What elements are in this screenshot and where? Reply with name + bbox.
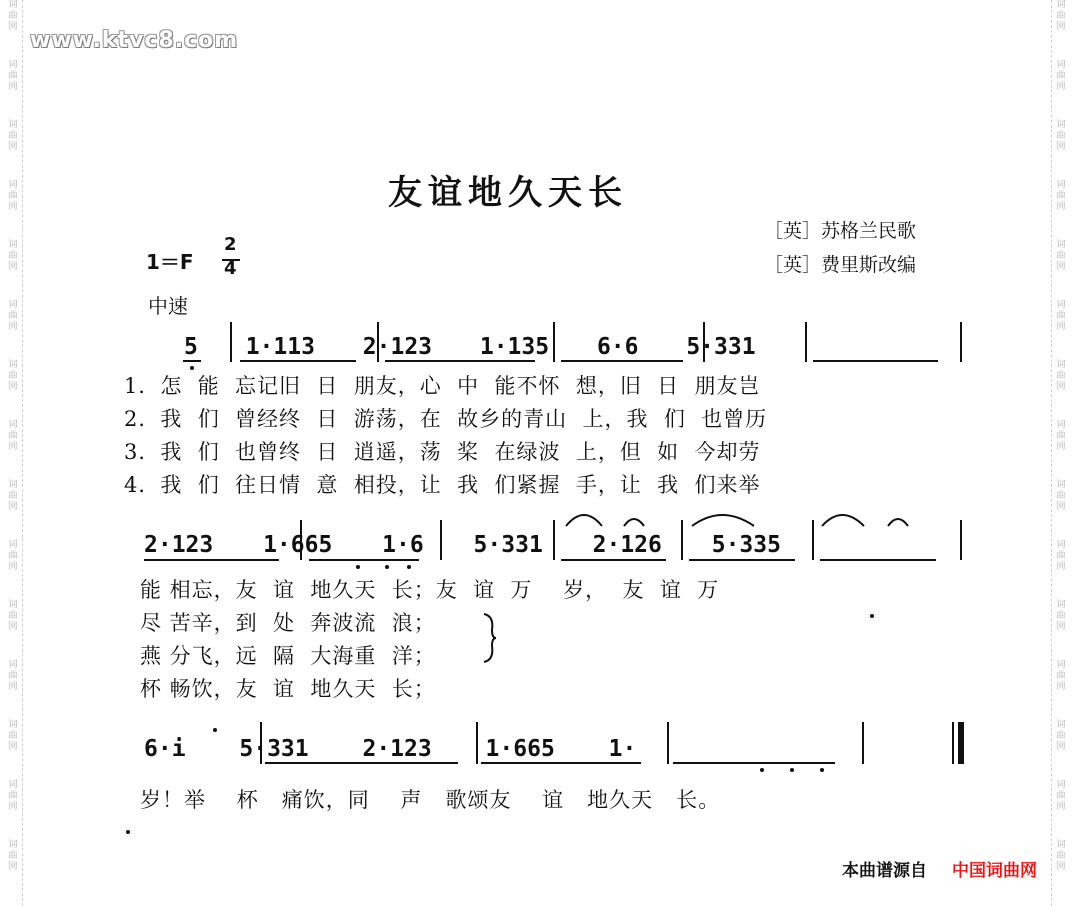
octave-dot: [760, 768, 764, 772]
side-watermark-text: 词 曲 网: [8, 720, 18, 752]
barline: [805, 322, 807, 362]
lyric-stanza-1: 1．怎 能 忘记旧 日 朋友，心 中 能不怀 想，旧 日 朋友岂: [124, 374, 761, 398]
lyric-line-2-verse-4: 杯 畅饮，友 谊 地久天 长；: [140, 677, 436, 701]
octave-dot: [407, 565, 411, 569]
side-watermark-text: 词 曲 网: [8, 420, 18, 452]
time-signature-unit: 4: [224, 258, 237, 279]
side-watermark-text: 词 曲 网: [1056, 240, 1066, 272]
final-barline-thick: [958, 722, 964, 764]
barline: [681, 520, 683, 560]
side-watermark-text: 词 曲 网: [8, 240, 18, 272]
note-underline: [481, 762, 641, 764]
score-line-1-notes: 5 1·113 2·123 1·135 6·6 5·331: [184, 334, 756, 360]
note-underline: [265, 762, 458, 764]
key-signature: 1＝F: [146, 250, 194, 274]
barline: [300, 520, 302, 560]
left-watermark-strip: [4, 0, 23, 906]
octave-dot: [820, 768, 824, 772]
note-underline: [820, 559, 936, 561]
side-watermark-text: 词 曲 网: [1056, 360, 1066, 392]
side-watermark-text: 词 曲 网: [8, 60, 18, 92]
side-watermark-text: 词 曲 网: [8, 600, 18, 632]
barline: [440, 520, 442, 560]
barline: [260, 722, 262, 764]
side-watermark-text: 词 曲 网: [1056, 120, 1066, 152]
tempo-marking: 中速: [148, 294, 188, 318]
note-underline: [689, 559, 795, 561]
time-signature-beats: 2: [224, 234, 237, 255]
footer-site-name: 中国词曲网: [952, 861, 1037, 881]
note-underline: [240, 360, 356, 362]
lyric-line-3: 岁！举 杯 痛饮，同 声 歌颂友 谊 地久天 长。: [140, 788, 721, 812]
barline: [703, 322, 705, 362]
octave-dot: [385, 565, 389, 569]
side-watermark-text: 词 曲 网: [1056, 0, 1066, 32]
verse-bracket: [480, 612, 500, 664]
note-underline: [813, 360, 938, 362]
barline: [553, 520, 555, 560]
side-watermark-text: 词 曲 网: [8, 480, 18, 512]
side-watermark-text: 词 曲 网: [8, 780, 18, 812]
lyric-stanza-4: 4．我 们 往日情 意 相投，让 我 们紧握 手，让 我 们来举: [124, 473, 761, 497]
octave-dot: [213, 728, 217, 732]
octave-dot: [356, 565, 360, 569]
final-barline-thin: [952, 722, 954, 764]
barline: [230, 322, 232, 362]
lyric-line-2-verse-2: 尽 苦辛，到 处 奔波流 浪；: [140, 611, 436, 635]
side-watermark-text: 词 曲 网: [1056, 840, 1066, 872]
origin-credit: ［英］苏格兰民歌: [764, 220, 917, 242]
barline: [862, 722, 864, 764]
side-watermark-text: 词 曲 网: [1056, 720, 1066, 752]
side-watermark-text: 词 曲 网: [8, 120, 18, 152]
barline: [476, 722, 478, 764]
barline: [553, 322, 555, 362]
note-underline: [673, 762, 835, 764]
footer-source-label: 本曲谱源自: [842, 861, 927, 881]
score-line-3-notes: 6·i 5·331 2·123 1·665 1·: [144, 736, 637, 762]
side-watermark-text: 词 曲 网: [1056, 180, 1066, 212]
side-watermark-text: 词 曲 网: [1056, 780, 1066, 812]
side-watermark-text: 词 曲 网: [1056, 660, 1066, 692]
site-watermark-url: www.ktvc8.com: [30, 28, 239, 53]
side-watermark-text: 词 曲 网: [8, 540, 18, 572]
side-watermark-text: 词 曲 网: [8, 300, 18, 332]
side-watermark-text: 词 曲 网: [1056, 300, 1066, 332]
note-underline: [385, 360, 535, 362]
right-watermark-strip: [1051, 0, 1070, 906]
side-watermark-text: 词 曲 网: [8, 840, 18, 872]
note-underline: [144, 559, 279, 561]
side-watermark-text: 词 曲 网: [1056, 60, 1066, 92]
side-watermark-text: 词 曲 网: [8, 0, 18, 32]
barline: [960, 520, 962, 560]
barline: [377, 322, 379, 362]
barline: [667, 722, 669, 764]
lyric-line-2-verse-3: 燕 分飞，远 隔 大海重 洋；: [140, 644, 436, 668]
slur-marks: [560, 500, 960, 530]
arranger-credit: ［英］费里斯改编: [764, 254, 917, 276]
lyric-line-2-verse-1: 能 相忘，友 谊 地久天 长；友 谊 万 岁， 友 谊 万: [140, 578, 720, 602]
stray-mark: [870, 614, 874, 618]
lyric-stanza-3: 3．我 们 也曾终 日 逍遥，荡 桨 在绿波 上，但 如 今却劳: [124, 440, 761, 464]
note-underline: [561, 360, 683, 362]
barline: [812, 520, 814, 560]
side-watermark-text: 词 曲 网: [1056, 600, 1066, 632]
octave-dot: [790, 768, 794, 772]
score-line-2-notes: 2·123 1·665 1·6 5·331 2·126 5·335: [144, 532, 781, 558]
barline: [960, 322, 962, 362]
note-underline: [309, 559, 419, 561]
side-watermark-text: 词 曲 网: [8, 360, 18, 392]
stray-mark: [126, 830, 130, 834]
lyric-stanza-2: 2．我 们 曾经终 日 游荡，在 故乡的青山 上，我 们 也曾历: [124, 407, 768, 431]
side-watermark-text: 词 曲 网: [1056, 540, 1066, 572]
side-watermark-text: 词 曲 网: [8, 660, 18, 692]
note-underline: [183, 360, 201, 362]
side-watermark-text: 词 曲 网: [1056, 480, 1066, 512]
song-title: 友谊地久天长: [388, 173, 628, 213]
note-underline: [561, 559, 666, 561]
side-watermark-text: 词 曲 网: [8, 180, 18, 212]
side-watermark-text: 词 曲 网: [1056, 420, 1066, 452]
